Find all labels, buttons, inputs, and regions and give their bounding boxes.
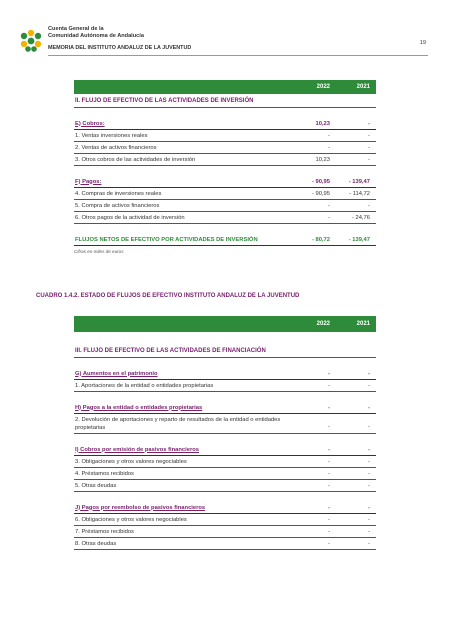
value-2021: - <box>368 424 370 430</box>
table-row <box>74 468 376 480</box>
value-2021: - 24,76 <box>351 214 370 221</box>
row-label: H) Pagos a la entidad o entidades propietarias <box>75 404 203 411</box>
row-label: 1. Ventas inversiones reales <box>75 132 148 139</box>
group-row-cobros <box>74 118 376 130</box>
row-label: 8. Otras deudas <box>75 540 117 547</box>
group-row-pagos-entidad <box>74 402 376 414</box>
value-2022: - <box>328 516 330 523</box>
group-row-pagos-pasivos <box>74 502 376 514</box>
group-row-aumentos <box>74 368 376 380</box>
row-label: J) Pagos por reembolso de pasivos financieros <box>75 504 206 511</box>
row-label: F) Pagos: <box>75 178 102 185</box>
value-2021: - <box>368 516 370 523</box>
table-row <box>74 200 376 212</box>
value-2022: - <box>328 446 330 453</box>
row-label: FLUJOS NETOS DE EFECTIVO POR ACTIVIDADES DE INVERSIÓN <box>75 236 258 243</box>
year-2022-header: 2022 <box>316 321 330 327</box>
value-2022: - <box>328 470 330 477</box>
value-2022: - <box>328 528 330 535</box>
value-2021: - <box>368 120 370 127</box>
row-label: 5. Otras deudas <box>75 482 117 489</box>
table-header-bar <box>74 80 376 94</box>
value-2022: - <box>328 202 330 209</box>
value-2021: - <box>368 446 370 453</box>
table-row <box>74 514 376 526</box>
year-2022-header: 2022 <box>316 84 330 90</box>
table-caption: CUADRO 1.4.2. ESTADO DE FLUJOS DE EFECTIVO INSTITUTO ANDALUZ DE LA JUVENTUD <box>36 293 300 299</box>
value-2021: - <box>368 458 370 465</box>
value-2021: - 139,47 <box>348 178 370 185</box>
group-row-pagos <box>74 176 376 188</box>
value-2022: - <box>328 540 330 547</box>
row-label: E) Cobros: <box>75 120 105 127</box>
row-label: 1. Aportaciones de la entidad o entidades propietarias <box>75 382 214 389</box>
group-row-cobros-pasivos <box>74 444 376 456</box>
value-2022: - 90,95 <box>311 178 330 185</box>
units-note: Cifras en miles de euros <box>74 249 124 254</box>
value-2021: - 114,72 <box>349 190 370 197</box>
value-2022: - <box>328 458 330 465</box>
value-2022: - <box>328 132 330 139</box>
table-row <box>74 414 376 434</box>
value-2021: - <box>368 528 370 535</box>
value-2022: - <box>328 424 330 430</box>
org-line-2: Comunidad Autónoma de Andalucía <box>48 33 144 39</box>
row-label: 3. Otros cobros de las actividades de inversión <box>75 156 196 163</box>
section-title: MEMORIA DEL INSTITUTO ANDALUZ DE LA JUVENTUD <box>48 45 192 51</box>
table-section-title: II. FLUJO DE EFECTIVO DE LAS ACTIVIDADES DE INVERSIÓN <box>74 94 376 108</box>
value-2021: - <box>368 144 370 151</box>
row-label: 2. Ventas de activos financieros <box>75 144 157 151</box>
year-2021-header: 2021 <box>356 84 370 90</box>
row-label: 6. Obligaciones y otros valores negociables <box>75 516 187 523</box>
table-row <box>74 212 376 224</box>
value-2022: - <box>328 382 330 389</box>
row-label: G) Aumentos en el patrimonio <box>75 370 158 377</box>
table-row <box>74 142 376 154</box>
table-row <box>74 456 376 468</box>
value-2022: - 80,72 <box>311 236 330 243</box>
table-row <box>74 480 376 492</box>
table-section-title: III. FLUJO DE EFECTIVO DE LAS ACTIVIDADES DE FINANCIACIÓN <box>74 344 376 358</box>
row-label: 4. Compras de inversiones reales <box>75 190 162 197</box>
total-row <box>74 234 376 246</box>
table-row <box>74 380 376 392</box>
value-2022: - <box>328 404 330 411</box>
table-row <box>74 130 376 142</box>
row-label: I) Cobros por emisión de pasivos financieros <box>75 446 200 453</box>
value-2021: - <box>368 132 370 139</box>
value-2022: - <box>328 370 330 377</box>
value-2022: - <box>328 144 330 151</box>
value-2021: - <box>368 202 370 209</box>
value-2021: - <box>368 470 370 477</box>
row-label: 7. Préstamos recibidos <box>75 528 134 535</box>
value-2021: - <box>368 370 370 377</box>
value-2021: - <box>368 504 370 511</box>
value-2022: - <box>328 482 330 489</box>
value-2021: - <box>368 540 370 547</box>
table-row <box>74 154 376 166</box>
table-row <box>74 188 376 200</box>
value-2021: - <box>368 404 370 411</box>
value-2022: - 90,95 <box>311 190 330 197</box>
page-number: 19 <box>419 40 426 46</box>
value-2021: - 139,47 <box>348 236 370 243</box>
junta-andalucia-logo-icon <box>18 28 44 54</box>
year-2021-header: 2021 <box>356 321 370 327</box>
value-2022: 10,23 <box>315 156 330 163</box>
investment-cashflow-table <box>74 80 376 254</box>
table-row <box>74 538 376 550</box>
table-header-bar <box>74 316 376 332</box>
financing-cashflow-table <box>74 316 376 550</box>
value-2022: - <box>328 504 330 511</box>
organization-name <box>48 26 144 40</box>
value-2021: - <box>368 156 370 163</box>
row-label: 3. Obligaciones y otros valores negociables <box>75 458 187 465</box>
header-divider <box>48 55 428 56</box>
row-label: 4. Préstamos recibidos <box>75 470 134 477</box>
value-2021: - <box>368 382 370 389</box>
table-row <box>74 526 376 538</box>
row-label: 2. Devolución de aportaciones y reparto de resultados de la entidad o entidades propietarias <box>75 417 281 431</box>
org-line-1: Cuenta General de la <box>48 26 104 32</box>
row-label: 5. Compra de activos financieros <box>75 202 160 209</box>
value-2022: 10,23 <box>315 120 330 127</box>
value-2022: - <box>328 214 330 221</box>
row-label: 6. Otros pagos de la actividad de inversión <box>75 214 185 221</box>
value-2021: - <box>368 482 370 489</box>
